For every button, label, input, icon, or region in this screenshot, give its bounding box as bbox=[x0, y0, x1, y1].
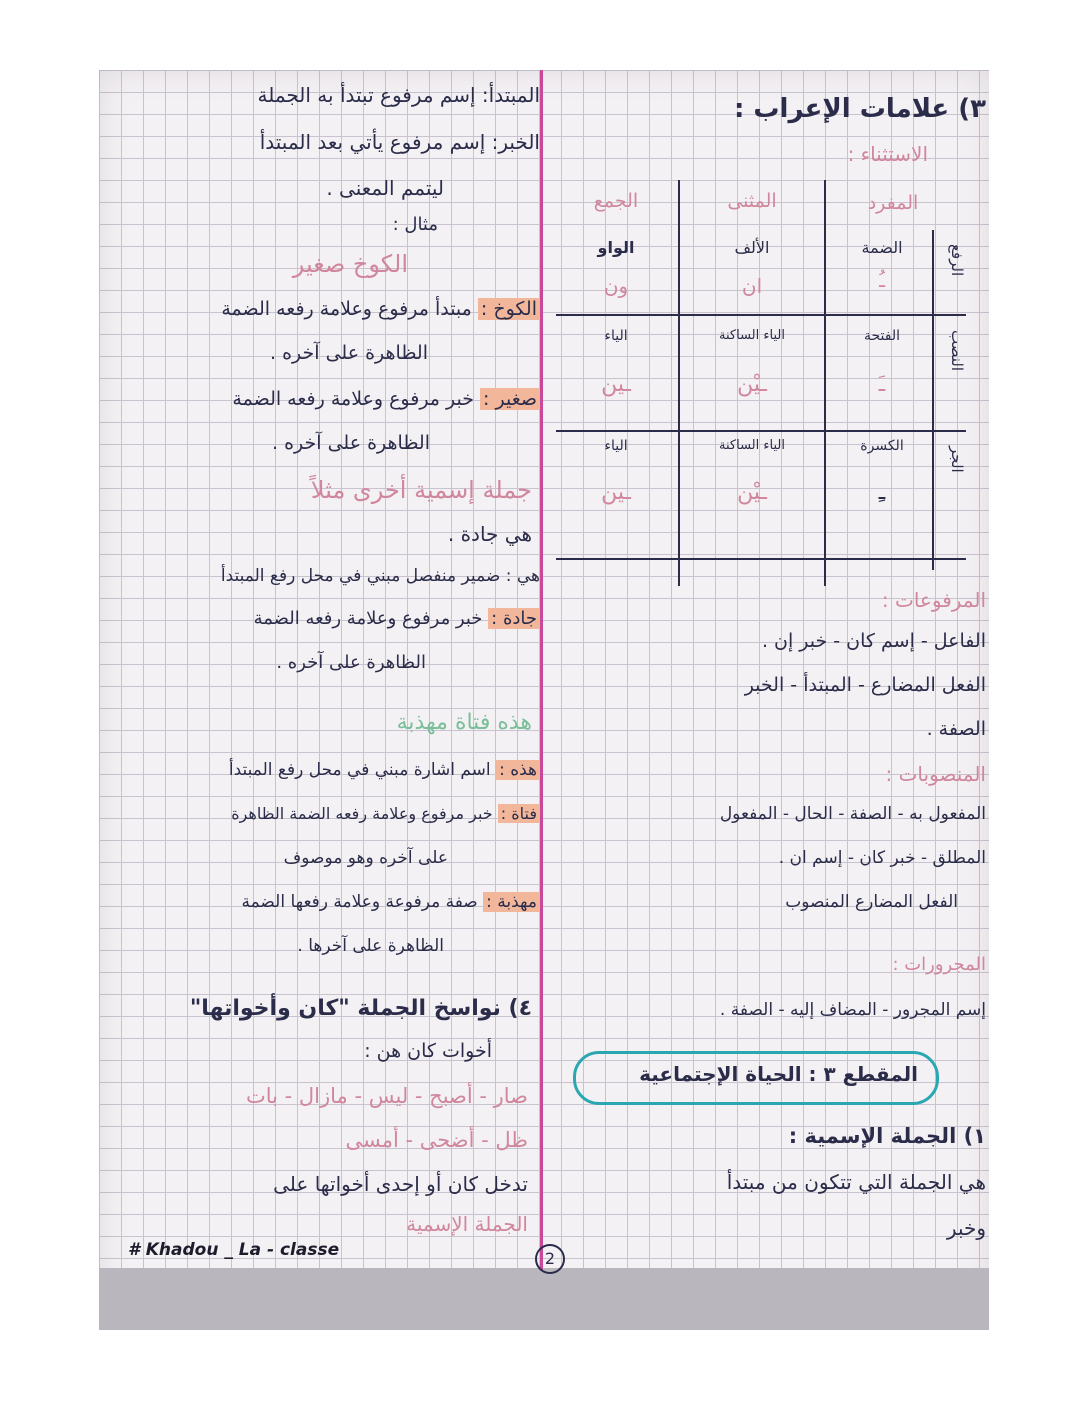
cell-nasb-singular: الفتحة bbox=[863, 328, 900, 344]
majrurat-line-1: إسم المجرور - المضاف إليه - الصفة . bbox=[719, 1000, 986, 1020]
header-plural: الجمع bbox=[593, 190, 639, 212]
kana-sisters-label: أخوات كان هن : bbox=[364, 1040, 492, 1062]
table-divider bbox=[824, 180, 826, 586]
example-3-line-4 bbox=[241, 892, 540, 912]
example-1-line-3 bbox=[232, 388, 540, 410]
word-highlight: فتاة : bbox=[498, 804, 540, 823]
unit-title: المقطع ٣ : الحياة الإجتماعية bbox=[639, 1062, 918, 1086]
word-highlight: جادة : bbox=[488, 608, 540, 629]
cell-nasb-dual: الياء الساكنة bbox=[719, 328, 785, 343]
example-1-line-2: الظاهرة على آخره . bbox=[270, 342, 428, 364]
example-3-line-3: على آخره وهو موصوف bbox=[283, 848, 448, 868]
mansubat-line-1: المفعول به - الصفة - الحال - المفعول bbox=[719, 804, 986, 824]
analysis-text: خبر مرفوع وعلامة رفعه الضمة bbox=[253, 608, 483, 629]
row-label-jarr: الجر bbox=[948, 446, 966, 473]
cell-raf-singular: الضمة bbox=[861, 238, 903, 257]
word-highlight: الكوخ : bbox=[478, 298, 540, 320]
cell-raf-singular-mark: ـُ bbox=[879, 268, 885, 292]
table-divider bbox=[556, 558, 966, 560]
example-2-line-2 bbox=[254, 608, 540, 629]
analysis-text: اسم اشارة مبني في محل رفع المبتدأ bbox=[228, 760, 491, 780]
kana-sisters-2: ظل - أضحى - أمسى bbox=[345, 1128, 528, 1152]
example-1-line-4: الظاهرة على آخره . bbox=[272, 432, 430, 454]
kana-rule-2: الجملة الإسمية bbox=[406, 1212, 528, 1236]
def-end: ليتمم المعنى . bbox=[326, 176, 444, 200]
majrurat-title: المجرورات : bbox=[892, 954, 986, 975]
signature: # Khadou _ La - classe bbox=[128, 1240, 340, 1260]
mansubat-line-2: المطلق - خبر كان - إسم ان . bbox=[778, 848, 986, 868]
cell-jarr-dual: الياء الساكنة bbox=[719, 438, 785, 453]
row-label-raf: الرفع bbox=[948, 244, 966, 277]
table-caption: الاستثناء : bbox=[847, 142, 928, 166]
example-label: مثال : bbox=[392, 214, 438, 235]
analysis-text: خبر مرفوع وعلامة رفعه الضمة bbox=[232, 388, 474, 410]
mansubat-title: المنصوبات : bbox=[885, 762, 986, 786]
example-3-line-2 bbox=[231, 804, 540, 823]
cell-raf-plural-mark: ون bbox=[603, 274, 629, 298]
example-2-line-3: الظاهرة على آخره . bbox=[276, 652, 426, 673]
cell-nasb-singular-mark: ـَ bbox=[878, 372, 886, 397]
section-1-title: ١) الجملة الإسمية : bbox=[788, 1124, 986, 1148]
example-1: الكوخ صغير bbox=[292, 250, 408, 278]
cell-jarr-plural-mark: ـين bbox=[601, 480, 631, 505]
table-divider bbox=[556, 430, 966, 432]
example-3-line-1 bbox=[229, 760, 540, 780]
example-2-line-1: هي : ضمير منفصل مبني في محل رفع المبتدأ bbox=[220, 566, 540, 586]
word-highlight: هذه : bbox=[496, 760, 540, 780]
other-sentence: جملة إسمية أخرى مثلاً bbox=[310, 476, 532, 504]
cell-raf-dual-mark: ان bbox=[741, 274, 763, 298]
header-singular: المفرد bbox=[867, 192, 919, 214]
analysis-text: صفة مرفوعة وعلامة رفعها الضمة bbox=[241, 892, 478, 912]
def-khabar: الخبر: إسم مرفوع يأتي بعد المبتدأ bbox=[259, 130, 540, 154]
cell-nasb-plural-mark: ـين bbox=[601, 372, 631, 397]
cell-jarr-dual-mark: ـيْن bbox=[737, 480, 767, 505]
inflection-table bbox=[556, 180, 966, 586]
section-1-line-2: وخبر bbox=[946, 1216, 986, 1240]
margin-line bbox=[540, 70, 543, 1270]
table-divider bbox=[556, 314, 966, 316]
kana-sisters-1: صار - أصبح - ليس - مازال - بات bbox=[245, 1084, 528, 1108]
section-4-title: ٤) نواسخ الجملة "كان وأخواتها" bbox=[189, 996, 532, 1021]
cell-nasb-dual-mark: ـيْن bbox=[737, 372, 767, 397]
analysis-text: خبر مرفوع وعلامة رفعه الضمة الظاهرة bbox=[231, 804, 493, 823]
word-highlight: مهذبة : bbox=[483, 892, 540, 912]
word-highlight: صغير : bbox=[480, 388, 540, 410]
example-3-line-5: الظاهرة على آخرها . bbox=[297, 936, 444, 956]
def-mubtada: المبتدأ: إسم مرفوع تبتدأ به الجملة bbox=[257, 83, 540, 107]
cell-raf-plural: الواو bbox=[597, 238, 635, 257]
table-divider bbox=[932, 230, 934, 570]
example-2: هي جادة . bbox=[447, 522, 532, 546]
marfuat-line-1: الفاعل - إسم كان - خبر إن . bbox=[761, 630, 986, 652]
cell-raf-dual: الألف bbox=[734, 238, 770, 257]
example-3: هذه فتاة مهذبة bbox=[396, 710, 532, 735]
header-dual: المثنى bbox=[727, 190, 777, 212]
cell-jarr-singular: الكسرة bbox=[860, 438, 904, 454]
marfuat-line-3: الصفة . bbox=[926, 718, 986, 740]
mansubat-line-3: الفعل المضارع المنصوب bbox=[785, 892, 958, 912]
marfuat-title: المرفوعات : bbox=[881, 588, 986, 612]
cell-nasb-plural: الياء bbox=[604, 328, 628, 344]
example-1-line-1 bbox=[221, 298, 540, 320]
page-bottom-shadow bbox=[99, 1268, 989, 1330]
cell-jarr-singular-mark: ـِ bbox=[878, 480, 886, 505]
section-1-line-1: هي الجملة التي تتكون من مبتدأ bbox=[726, 1170, 986, 1194]
page-number: 2 bbox=[535, 1244, 565, 1274]
kana-rule-1: تدخل كان أو إحدى أخواتها على bbox=[273, 1172, 528, 1196]
cell-jarr-plural: الياء bbox=[604, 438, 628, 454]
row-label-nasb: النصب bbox=[948, 330, 966, 372]
marfuat-line-2: الفعل المضارع - المبتدأ - الخبر bbox=[744, 674, 986, 696]
table-divider bbox=[678, 180, 680, 586]
section-3-title: ٣) علامات الإعراب : bbox=[733, 94, 986, 124]
analysis-text: مبتدأ مرفوع وعلامة رفعه الضمة bbox=[221, 298, 472, 320]
